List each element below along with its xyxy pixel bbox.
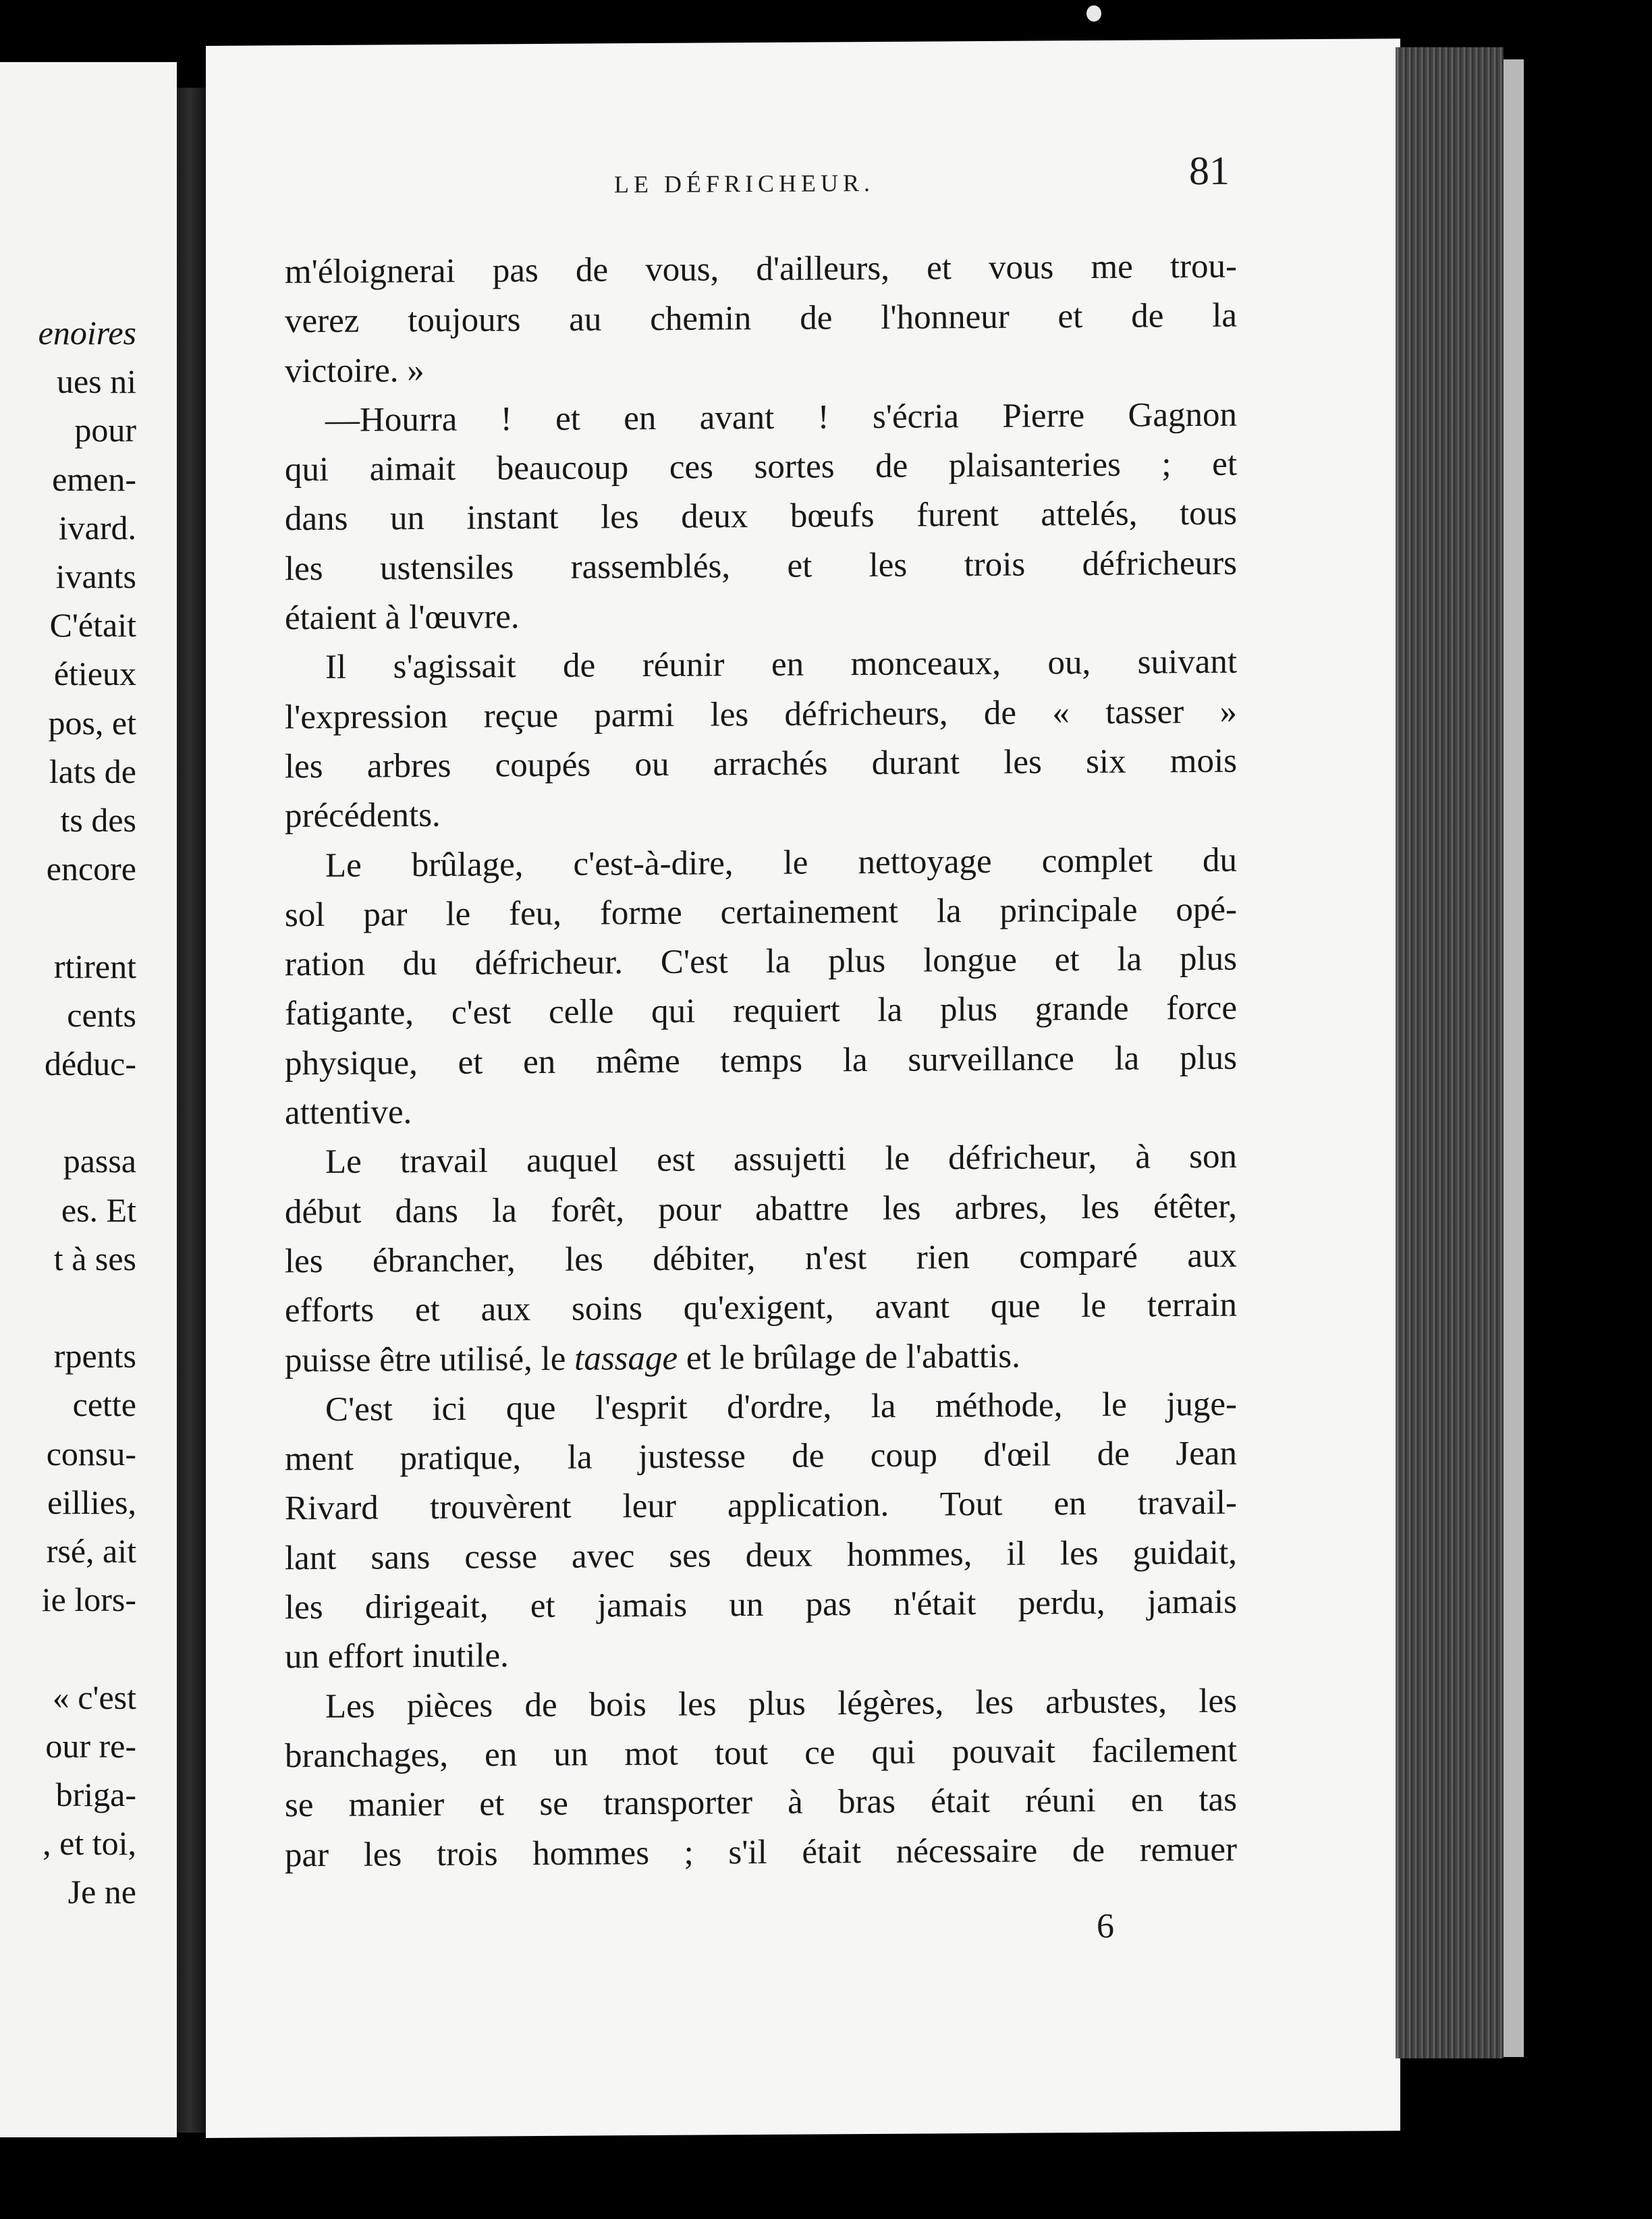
left-page-line: es. Et [61,1190,136,1229]
left-page-line: ues ni [56,362,136,401]
text-line: fatigante, c'est celle qui requiert la plus grande force [285,989,1237,1033]
text-line: l'expression reçue parmi les défricheurs, de « tasser » [285,692,1237,736]
text-line: les ébrancher, les débiter, n'est rien comparé aux [285,1236,1237,1281]
text-line: attentive. [285,1093,412,1132]
left-page-line: cette [72,1386,136,1424]
running-head: LE DÉFRICHEUR. [614,169,875,198]
page-body-text [285,242,1237,1880]
left-page-line: ivard. [58,508,136,547]
left-page-line: enoires [38,314,136,352]
text-line: m'éloignerai pas de vous, d'ailleurs, et vous me trou- [285,247,1237,292]
left-page-line: pour [74,411,136,449]
text-line: Le travail auquel est assujetti le défricheur, à son [325,1138,1237,1182]
left-page-line: t à ses [53,1239,136,1278]
left-page-line: consu- [46,1434,136,1473]
left-page-line: déduc- [44,1045,136,1083]
text-line: C'est ici que l'esprit d'ordre, la méthode, le juge- [325,1385,1237,1429]
text-line: —Hourra ! et en avant ! s'écria Pierre Gagnon [325,395,1237,439]
left-page-line: rpents [53,1337,136,1375]
italic-term: tassage [574,1339,678,1378]
text-line: Le brûlage, c'est-à-dire, le nettoyage complet du [325,841,1237,885]
text-line: puisse être utilisé, le tassage et le brûlage de l'abattis. [285,1337,1020,1379]
book-gutter [177,88,209,2133]
text-line: efforts et aux soins qu'exigent, avant que le terrain [285,1286,1237,1330]
text-line: les dirigeait, et jamais un pas n'était perdu, jamais [285,1583,1237,1627]
left-page-line: , et toi, [43,1824,136,1863]
text-line: les arbres coupés ou arrachés durant les six mois [285,742,1237,786]
left-page-line: C'était [49,606,136,645]
left-page-line: encore [46,850,136,888]
scan-fleck [1086,5,1101,22]
text-line: lant sans cesse avec ses deux hommes, il les guidait, [285,1533,1237,1578]
text-line: ment pratique, la justesse de coup d'œil de Jean [285,1434,1237,1479]
text-line: branchages, en un mot tout ce qui pouvait facilement [285,1731,1237,1776]
left-page-line: ts des [60,801,136,839]
left-page-line: eillies, [47,1483,136,1521]
text-line: victoire. » [285,351,424,390]
text-line: dans un instant les deux bœufs furent attelés, tous [285,495,1237,539]
text-line: étaient à l'œuvre. [285,598,520,638]
text-line: physique, et en même temps la surveillance la plus [285,1039,1237,1083]
text-line: sol par le feu, forme certainement la principale opé- [285,890,1237,935]
text-line: ration du défricheur. C'est la plus longue et la plus [285,939,1237,984]
text-line: verez toujours au chemin de l'honneur et de la [285,296,1237,341]
text-line: précédents. [285,796,441,835]
left-page-line: ivants [55,557,136,595]
left-page-line: ie lors- [41,1581,136,1619]
left-page-line: briga- [55,1776,136,1813]
text-line: Les pièces de bois les plus légères, les arbustes, les [325,1682,1237,1726]
page-number: 81 [1189,148,1230,194]
text-line: qui aimait beaucoup ces sortes de plaisanteries ; et [285,445,1237,489]
right-page [206,38,1400,2138]
text-line: Il s'agissait de réunir en monceaux, ou, suivant [325,643,1237,687]
left-page-line: passa [63,1142,136,1180]
left-page-line: pos, et [48,703,136,742]
left-page-line: lats de [49,752,136,790]
book-edge-strip [1504,59,1524,2057]
left-page-line: « c'est [52,1678,136,1716]
left-page-line: cents [67,995,136,1034]
text-line: par les trois hommes ; s'il était nécessaire de remuer [285,1830,1237,1874]
left-page-line: rsé, ait [46,1532,136,1570]
left-page-line: emen- [52,460,136,498]
text-line: se manier et se transporter à bras était réuni en tas [285,1780,1237,1825]
left-page-line: our re- [45,1726,136,1765]
book-page-edges [1396,47,1504,2058]
text-line: les ustensiles rassemblés, et les trois défricheurs [285,544,1237,588]
signature-mark: 6 [1097,1907,1114,1946]
left-page-line: étieux [53,655,136,693]
text-line: Rivard trouvèrent leur application. Tout en travail- [285,1484,1237,1528]
left-page-line: Je ne [67,1873,136,1911]
text-line: un effort inutile. [285,1637,509,1676]
text-line: début dans la forêt, pour abattre les arbres, les étêter, [285,1187,1237,1231]
left-page-line: rtirent [53,947,136,985]
left-page-fragment [0,62,177,2137]
